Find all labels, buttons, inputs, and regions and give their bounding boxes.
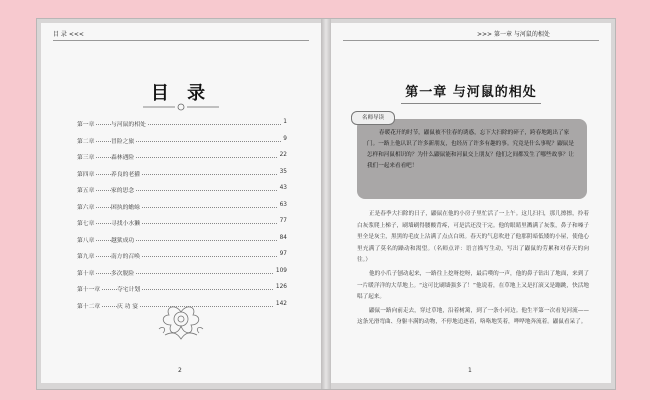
toc-row[interactable]: 第一章 与河鼠的相处 1	[77, 119, 287, 128]
toc-row[interactable]: 第七章 寻找小水獭 77	[77, 218, 287, 227]
toc-row[interactable]: 第十一章 夺宅计划 126	[77, 284, 287, 293]
toc-row[interactable]: 第二章 冒险之旅 9	[77, 135, 287, 145]
title-rule	[401, 103, 541, 104]
toc-row[interactable]: 第九章 南方的召唤 97	[77, 251, 287, 260]
body-paragraph: 正是春季大扫除的日子，鼹鼠在他的小房子里忙活了一上午。这儿扫扫，那儿擦擦，拎着白灰浆爬上梯子，刷墙刷得腰酸背疼，可是活还没干完。他的眼睛里溅满了灰浆，鼻子和嗓子里全是灰尘，黑黑的毛皮上沾满了点点白斑。春天的气息吹进了他那阴暗低矮的小屋，使他心里充满了莫名的躁动和渴望。（名师点评：语言描写生动，写出了鼹鼠的劳累和对春天的向往。）	[357, 211, 589, 264]
right-running-header: >>> 第一章 与河鼠的相处	[477, 31, 550, 38]
header-rule	[343, 40, 599, 41]
title-ornament-icon	[143, 103, 219, 111]
right-page-number: 1	[468, 367, 472, 374]
toc-list	[77, 119, 287, 317]
toc-row[interactable]: 第四章 养良的老獾 35	[77, 168, 287, 178]
intro-text: 春暖花开的时节，鼹鼠被不往春的诱惑，忘下大扫除的碎子，跨春地跑出了家门。一路上他认识了许多新朋友，也经历了许多有趣的事。究竟是什么事呢？鼹鼠是怎样和河鼠相识的？为什么鼹鼠能和河鼠交上朋友？他们之间都发生了哪些故事？让我们一起来看看吧！	[367, 130, 574, 169]
body-paragraph: 他的小爪子刨动起来，一路往上挖呀挖呀，最后噗的一声，他的鼻子钻出了地面，来到了一片暖洋洋的大草地上。“这可比刷墙强多了！”他说着，在草地上又是打滚又是蹦跳，快活地唱了起来。	[357, 270, 589, 301]
right-page	[331, 23, 611, 383]
toc-row[interactable]: 第五章 家的思念 43	[77, 185, 287, 194]
intro-badge: 名师导读	[351, 111, 395, 125]
intro-box	[357, 115, 587, 199]
body-paragraph: 鼹鼠一路向前走去，穿过草地，沿着树篱，到了一条小河边。他生平第一次看见河流——这条光滑弯曲、身躯丰满的动物，不停地追逐着，咯咯地笑着，哗哗地奔流着。鼹鼠看呆了。	[357, 307, 589, 326]
header-rule	[53, 40, 309, 41]
left-running-header: 目 录 <<<	[53, 31, 84, 38]
toc-row[interactable]: 第八章 越狱成功 84	[77, 234, 287, 244]
toc-row[interactable]: 第十章 多次脱险 109	[77, 267, 287, 277]
chapter-body	[357, 209, 589, 331]
toc-row[interactable]: 第三章 森林遇险 22	[77, 152, 287, 161]
toc-title: 目 录	[150, 83, 212, 104]
open-book	[36, 18, 616, 390]
toc-row[interactable]: 第十二章 庆 功 宴 142	[77, 300, 287, 310]
flower-ornament-icon	[153, 299, 209, 347]
left-page-number: 2	[178, 367, 182, 374]
left-page	[41, 23, 321, 383]
toc-row[interactable]: 第六章 困执的蟾蜍 63	[77, 201, 287, 211]
chapter-title: 第一章 与河鼠的相处	[405, 85, 537, 100]
book-spine	[321, 19, 331, 389]
